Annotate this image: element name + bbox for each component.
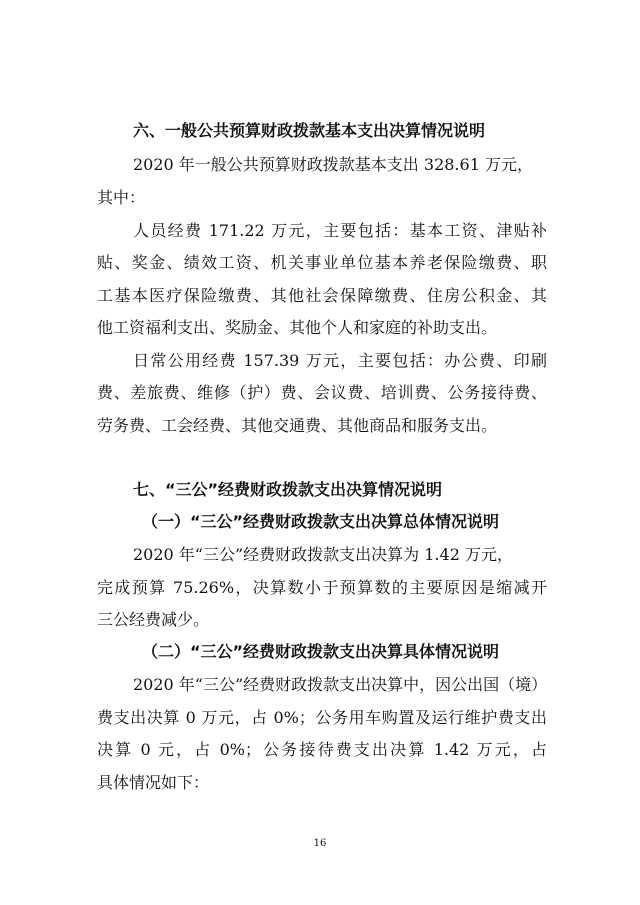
subsection-1-heading: （一）“三公”经费财政拨款支出决算总体情况说明 <box>142 512 500 531</box>
paragraph-line: 费、差旅费、维修（护）费、会议费、培训费、公务接待费、 <box>97 383 547 402</box>
paragraph-line: 贴、奖金、绩效工资、机关事业单位基本养老保险缴费、职 <box>97 253 547 272</box>
paragraph-line: 三公经费减少。 <box>97 610 210 629</box>
page-number: 16 <box>313 838 327 849</box>
paragraph-line: 决算 0 元，占 0%；公务接待费支出决算 1.42 万元，占 <box>97 740 547 759</box>
paragraph-line: 日常公用经费 157.39 万元，主要包括：办公费、印刷 <box>133 351 547 370</box>
paragraph-line: 2020 年“三公”经费财政拨款支出决算为 1.42 万元， <box>133 545 513 564</box>
paragraph-line: 完成预算 75.26%，决算数小于预算数的主要原因是缩减开 <box>97 578 547 597</box>
paragraph-line: 2020 年一般公共预算财政拨款基本支出 328.61 万元， <box>133 155 533 174</box>
paragraph-line: 其中： <box>97 188 146 207</box>
paragraph-line: 他工资福利支出、奖励金、其他个人和家庭的补助支出。 <box>97 318 498 337</box>
paragraph-line: 费支出决算 0 万元，占 0%；公务用车购置及运行维护费支出 <box>97 708 547 727</box>
section-6-heading: 六、一般公共预算财政拨款基本支出决算情况说明 <box>133 121 486 140</box>
section-7-heading: 七、“三公”经费财政拨款支出决算情况说明 <box>133 480 443 499</box>
paragraph-line: 具体情况如下： <box>97 773 210 792</box>
paragraph-line: 劳务费、工会经费、其他交通费、其他商品和服务支出。 <box>97 416 498 435</box>
paragraph-line: 人员经费 171.22 万元，主要包括：基本工资、津贴补 <box>133 221 547 240</box>
subsection-2-heading: （二）“三公”经费财政拨款支出决算具体情况说明 <box>142 642 500 661</box>
paragraph-line: 工基本医疗保险缴费、其他社会保障缴费、住房公积金、其 <box>97 286 547 305</box>
paragraph-line: 2020 年“三公”经费财政拨款支出决算中，因公出国（境） <box>133 675 547 694</box>
